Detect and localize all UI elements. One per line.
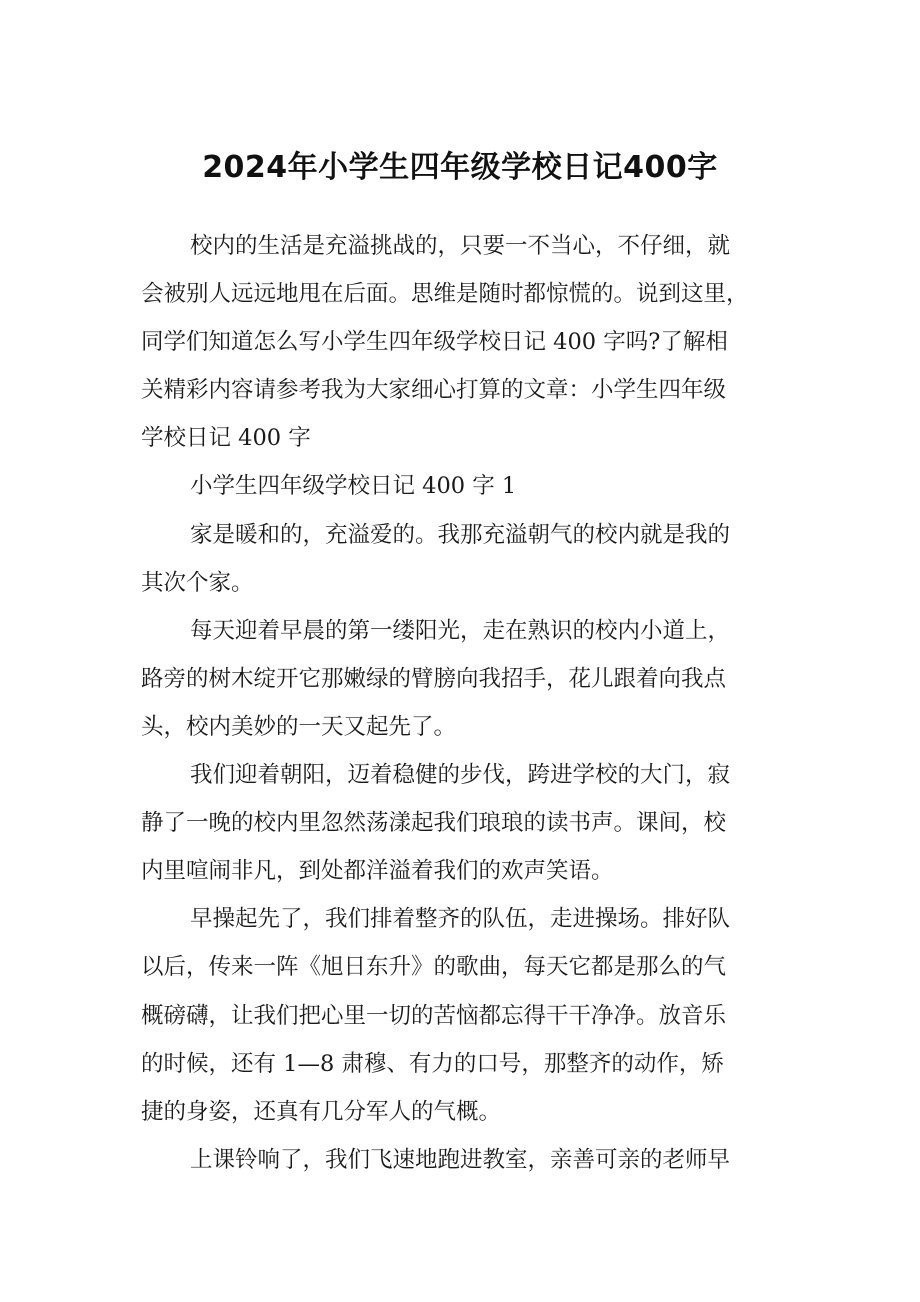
paragraph — [141, 511, 787, 607]
document-body — [141, 222, 787, 1184]
text-line: 捷的身姿，还真有几分军人的气概。 — [141, 1098, 502, 1125]
text-line: 每天迎着早晨的第一缕阳光，走在熟识的校内小道上， — [190, 617, 731, 644]
text-line: 校内的生活是充溢挑战的，只要一不当心，不仔细，就 — [190, 233, 731, 259]
text-line: 家是暖和的，充溢爱的。我那充溢朝气的校内就是我的 — [190, 521, 731, 548]
text-line: 概磅礴，让我们把心里一切的苦恼都忘得干干净净。放音乐 — [141, 1002, 727, 1029]
text-line: 内里喧闹非凡，到处都洋溢着我们的欢声笑语。 — [141, 858, 614, 885]
text-line: 静了一晚的校内里忽然荡漾起我们琅琅的读书声。课间，校 — [141, 810, 727, 837]
text-line: 的时候，还有 1—8 肃穆、有力的口号，那整齐的动作，矫 — [141, 1050, 724, 1077]
text-line: 关精彩内容请参考我为大家细心打算的文章：小学生四年级 — [141, 377, 727, 404]
paragraph — [141, 895, 787, 1135]
document-title: 2024年小学生四年级学校日记400字 — [202, 150, 718, 185]
section-heading: 小学生四年级学校日记 400 字 1 — [190, 473, 517, 500]
paragraph — [141, 751, 787, 895]
paragraph — [141, 462, 787, 510]
text-line: 会被别人远远地甩在后面。思维是随时都惊慌的。说到这里， — [141, 281, 749, 308]
text-line: 学校日记 400 字 — [141, 425, 311, 452]
text-line: 早操起先了，我们排着整齐的队伍，走进操场。排好队 — [190, 906, 731, 933]
text-line: 其次个家。 — [141, 569, 254, 596]
text-line: 我们迎着朝阳，迈着稳健的步伐，跨进学校的大门，寂 — [190, 762, 731, 789]
text-line: 以后，传来一阵《旭日东升》的歌曲，每天它都是那么的气 — [141, 954, 727, 981]
paragraph — [141, 222, 787, 462]
paragraph — [141, 607, 787, 751]
text-line: 路旁的树木绽开它那嫩绿的臂膀向我招手，花儿跟着向我点 — [141, 665, 727, 692]
text-line: 同学们知道怎么写小学生四年级学校日记 400 字吗?了解相 — [141, 329, 728, 356]
text-line: 头，校内美妙的一天又起先了。 — [141, 713, 457, 740]
text-line: 上课铃响了，我们飞速地跑进教室，亲善可亲的老师早 — [190, 1146, 731, 1173]
paragraph — [141, 1136, 787, 1184]
